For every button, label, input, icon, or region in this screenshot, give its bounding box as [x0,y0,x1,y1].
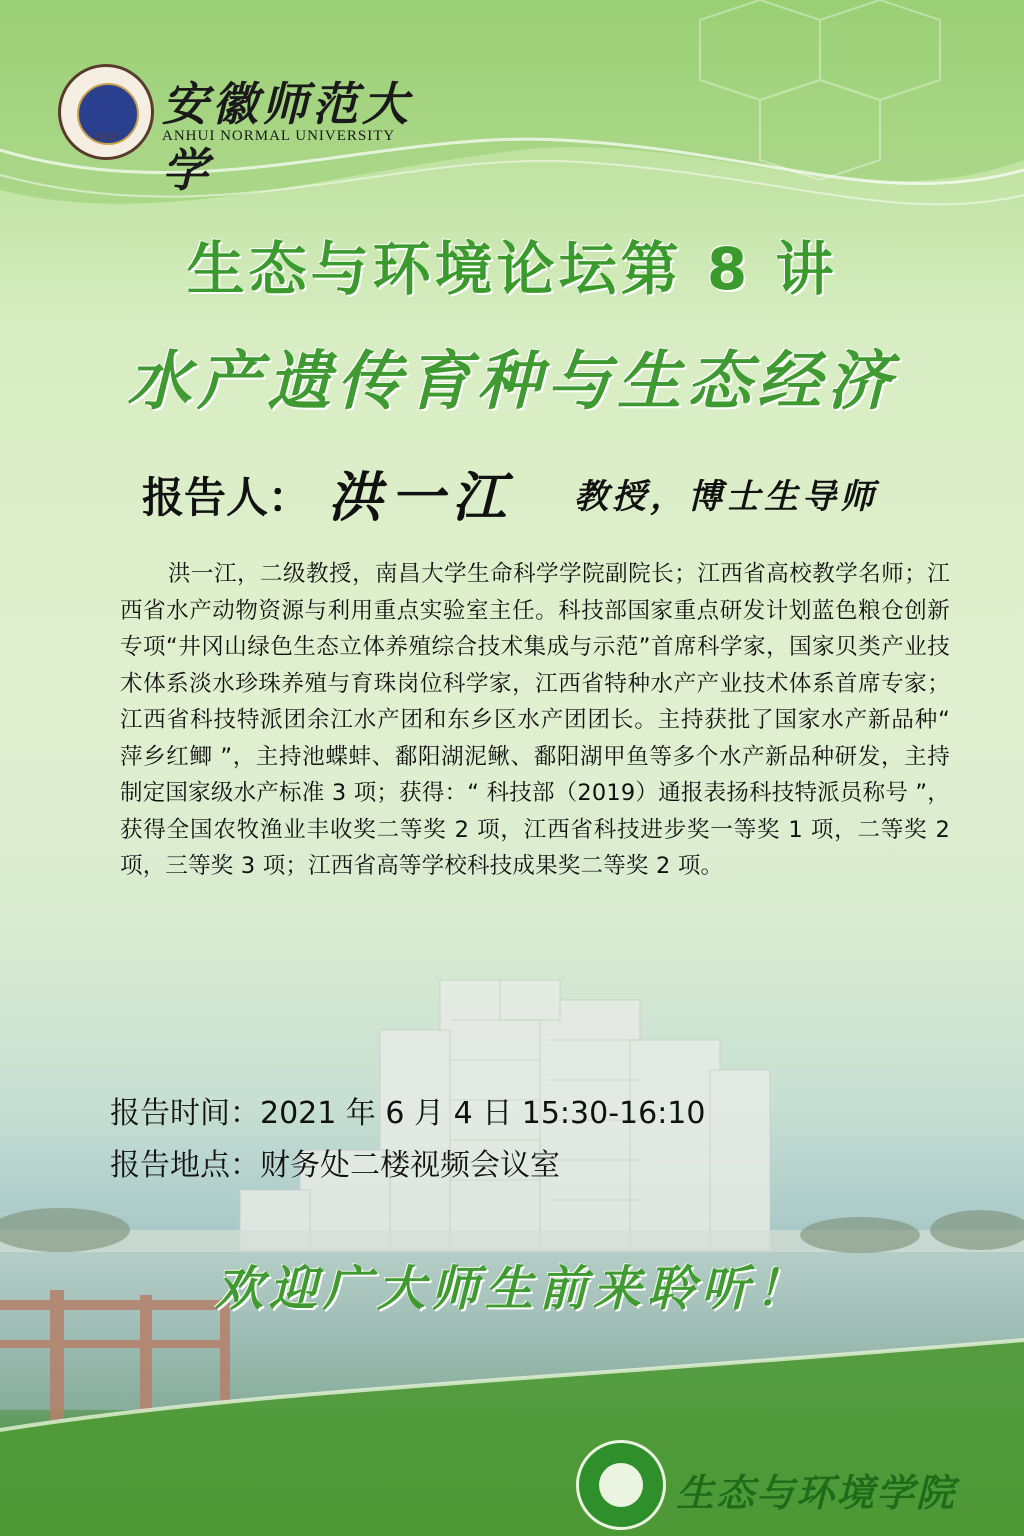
speaker-bio: 洪一江，二级教授，南昌大学生命科学学院副院长；江西省高校教学名师；江西省水产动物资源与利用重点实验室主任。科技部国家重点研发计划蓝色粮仓创新专项“井冈山绿色生态立体养殖综合技术集成与示范”首席科学家，国家贝类产业技术体系淡水珍珠养殖与育珠岗位科学家，江西省特种水产产业技术体系首席专家；江西省科技特派团余江水产团和东乡区水产团团长。主持获批了国家水产新品种“ 萍乡红鲫 ”，主持池蝶蚌、鄱阳湖泥鳅、鄱阳湖甲鱼等多个水产新品种研发，主持制定国家级水产标准 3 项；获得：“ 科技部（2019）通报表扬科技特派员称号 ”，获得全国农牧渔业丰收奖二等奖 2 项，江西省科技进步奖一等奖 1 项，二等奖 2 项，三等奖 3 项；江西省高等学校科技成果奖二等奖 2 项。 [120,561,950,879]
university-name-cn: 安徽师范大学 [162,77,412,197]
university-name-en: ANHUI NORMAL UNIVERSITY [162,128,396,144]
topic-title: 水产遗传育种与生态经济 [127,344,897,419]
campus-scene-image [0,960,1024,1536]
seal-year: 1928 [93,133,116,143]
university-logo [58,64,418,197]
speaker-label: 报告人： [142,473,311,522]
report-place: 报告地点：财务处二楼视频会议室 [110,1148,560,1183]
report-time: 报告时间：2021 年 6 月 4 日 15:30-16:10 [110,1096,706,1131]
welcome-slogan: 欢迎广大师生前来聆听！ [214,1261,809,1317]
forum-title: 生态与环境论坛第 8 讲 [186,235,838,303]
speaker-title: 教授，博士生导师 [574,477,878,517]
college-logo-icon [576,1440,666,1530]
speaker-line [142,455,942,535]
university-seal-icon [58,64,154,160]
speaker-name: 洪一江 [328,465,514,529]
college-name: 生态与环境学院 [676,1470,957,1515]
